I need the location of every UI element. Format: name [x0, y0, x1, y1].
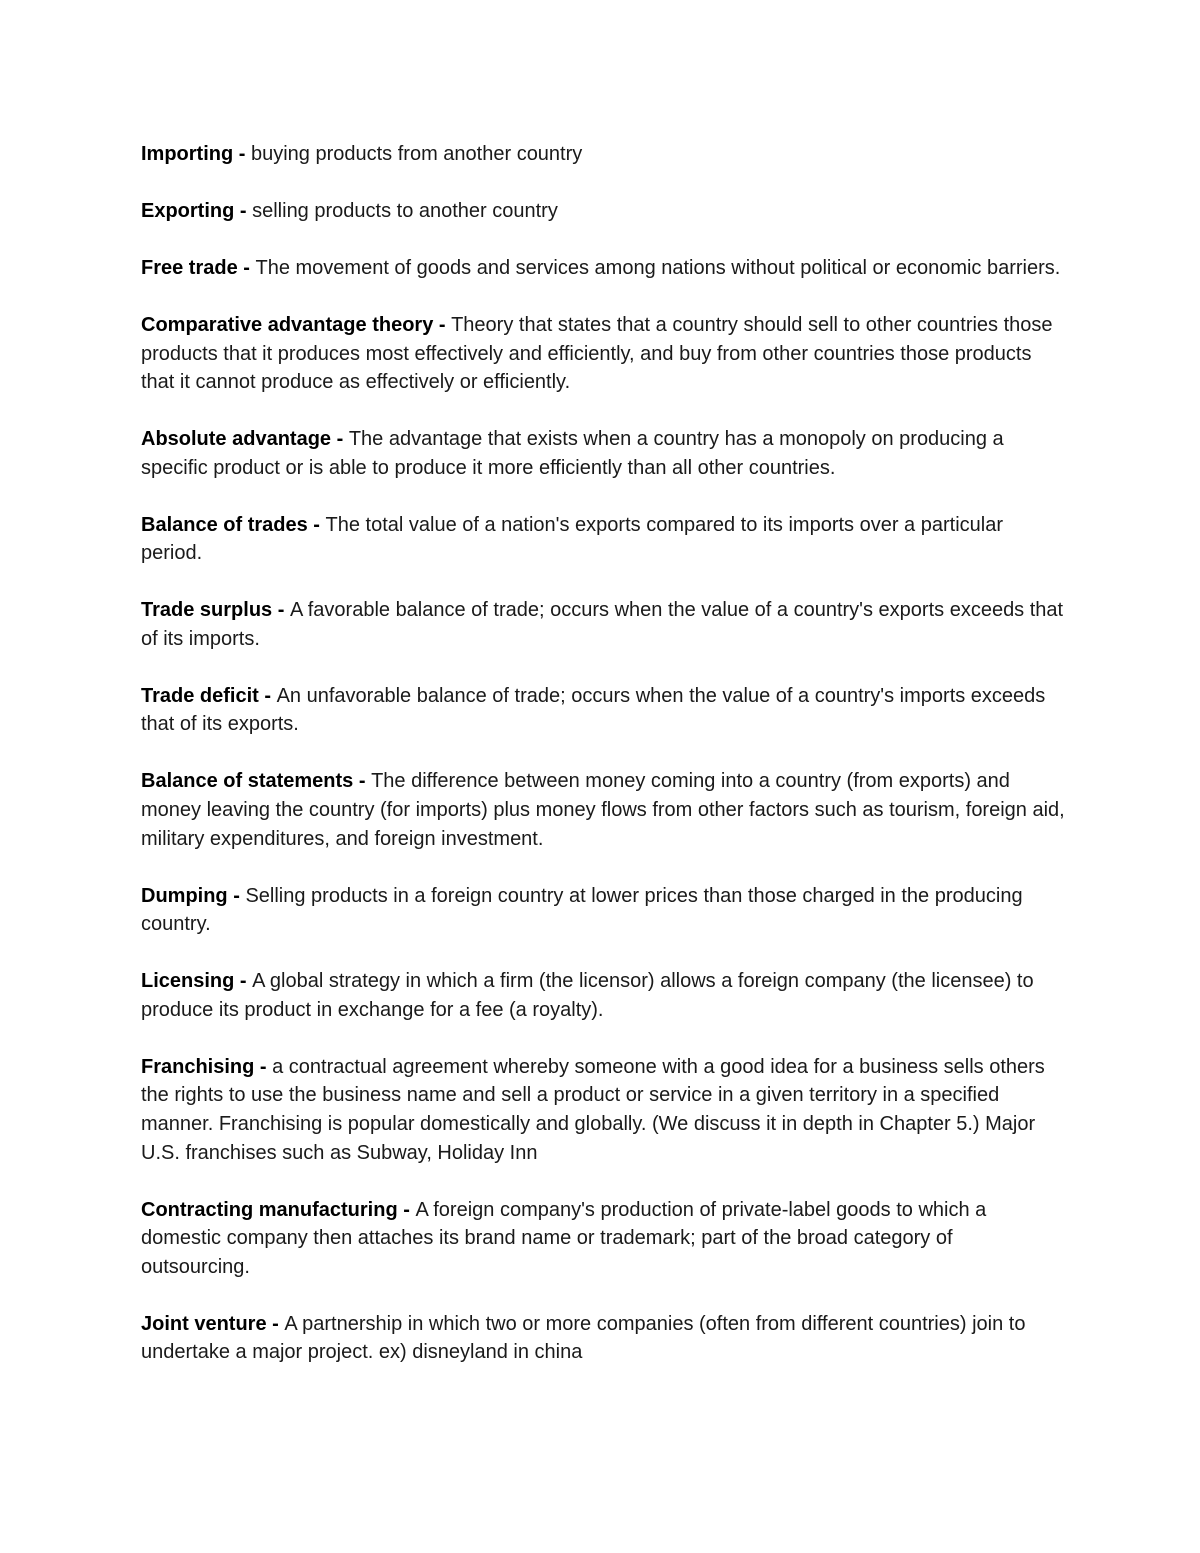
term: Balance of statements - — [141, 770, 372, 793]
definition: buying products from another country — [250, 143, 583, 165]
definition: A favorable balance of trade; occurs when the value of a country's exports exceeds that of its imports. — [141, 599, 1064, 650]
entry-balance-of-statements — [141, 767, 1066, 853]
entry-franchising — [141, 1053, 1066, 1167]
definition: a contractual agreement whereby someone with a good idea for a business sells others the rights to use the business name and sell a product or service in a given territory in a specified manner. Franchising is popular domestically and globally. (We discuss it in depth in Chapter 5.) Major U.S. franchises such as Subway, Holiday Inn — [141, 1055, 1045, 1164]
entry-dumping — [141, 882, 1066, 939]
definition: An unfavorable balance of trade; occurs when the value of a country's imports exceeds that of its exports. — [141, 684, 1046, 736]
term: Importing - — [141, 143, 251, 165]
entry-balance-of-trades — [141, 511, 1066, 568]
term: Joint venture - — [141, 1312, 285, 1335]
term: Exporting - — [141, 199, 253, 222]
entry-trade-surplus — [141, 596, 1066, 653]
term: Balance of trades - — [141, 513, 326, 536]
term: Free trade - — [141, 256, 256, 279]
term: Dumping - — [141, 884, 246, 907]
entry-comparative-advantage-theory — [141, 311, 1066, 397]
definition: A partnership in which two or more companies (often from different countries) join to undertake a major project. ex) disneyland in china — [141, 1312, 1026, 1364]
entry-trade-deficit — [141, 682, 1066, 739]
definition: The advantage that exists when a country has a monopoly on producing a specific product or is able to produce it more efficiently than all other countries. — [141, 428, 1004, 479]
term: Trade surplus - — [141, 599, 290, 622]
term: Franchising - — [141, 1055, 273, 1078]
definition: selling products to another country — [252, 199, 558, 222]
entry-importing — [141, 140, 1066, 169]
term: Contracting manufacturing - — [141, 1198, 416, 1221]
term: Trade deficit - — [141, 684, 277, 707]
entry-licensing — [141, 967, 1066, 1024]
definition: A global strategy in which a firm (the licensor) allows a foreign company (the licensee) to produce its product in exchange for a fee (a royalty). — [141, 970, 1034, 1021]
term: Comparative advantage theory - — [141, 313, 452, 336]
definition: Theory that states that a country should sell to other countries those products that it produces most effectively and efficiently, and buy from other countries those products that it cannot produce as effectively or efficiently. — [141, 313, 1053, 394]
entry-free-trade — [141, 254, 1066, 283]
entry-absolute-advantage — [141, 425, 1066, 482]
document-page — [141, 140, 1066, 1395]
entry-contracting-manufacturing — [141, 1196, 1066, 1282]
term: Licensing - — [141, 970, 253, 993]
entry-exporting — [141, 197, 1066, 226]
term: Absolute advantage - — [141, 428, 349, 451]
entry-joint-venture — [141, 1310, 1066, 1367]
definition: A foreign company's production of private-label goods to which a domestic company then attaches its brand name or trademark; part of the broad category of outsourcing. — [141, 1198, 987, 1278]
definition: The total value of a nation's exports compared to its imports over a particular period. — [141, 513, 1003, 565]
definition: The movement of goods and services among nations without political or economic barriers. — [255, 256, 1061, 279]
definition: The difference between money coming into a country (from exports) and money leaving the country (for imports) plus money flows from other factors such as tourism, foreign aid, military expenditures, and foreign investment. — [141, 770, 1065, 850]
definition: Selling products in a foreign country at lower prices than those charged in the producing country. — [141, 884, 1023, 936]
